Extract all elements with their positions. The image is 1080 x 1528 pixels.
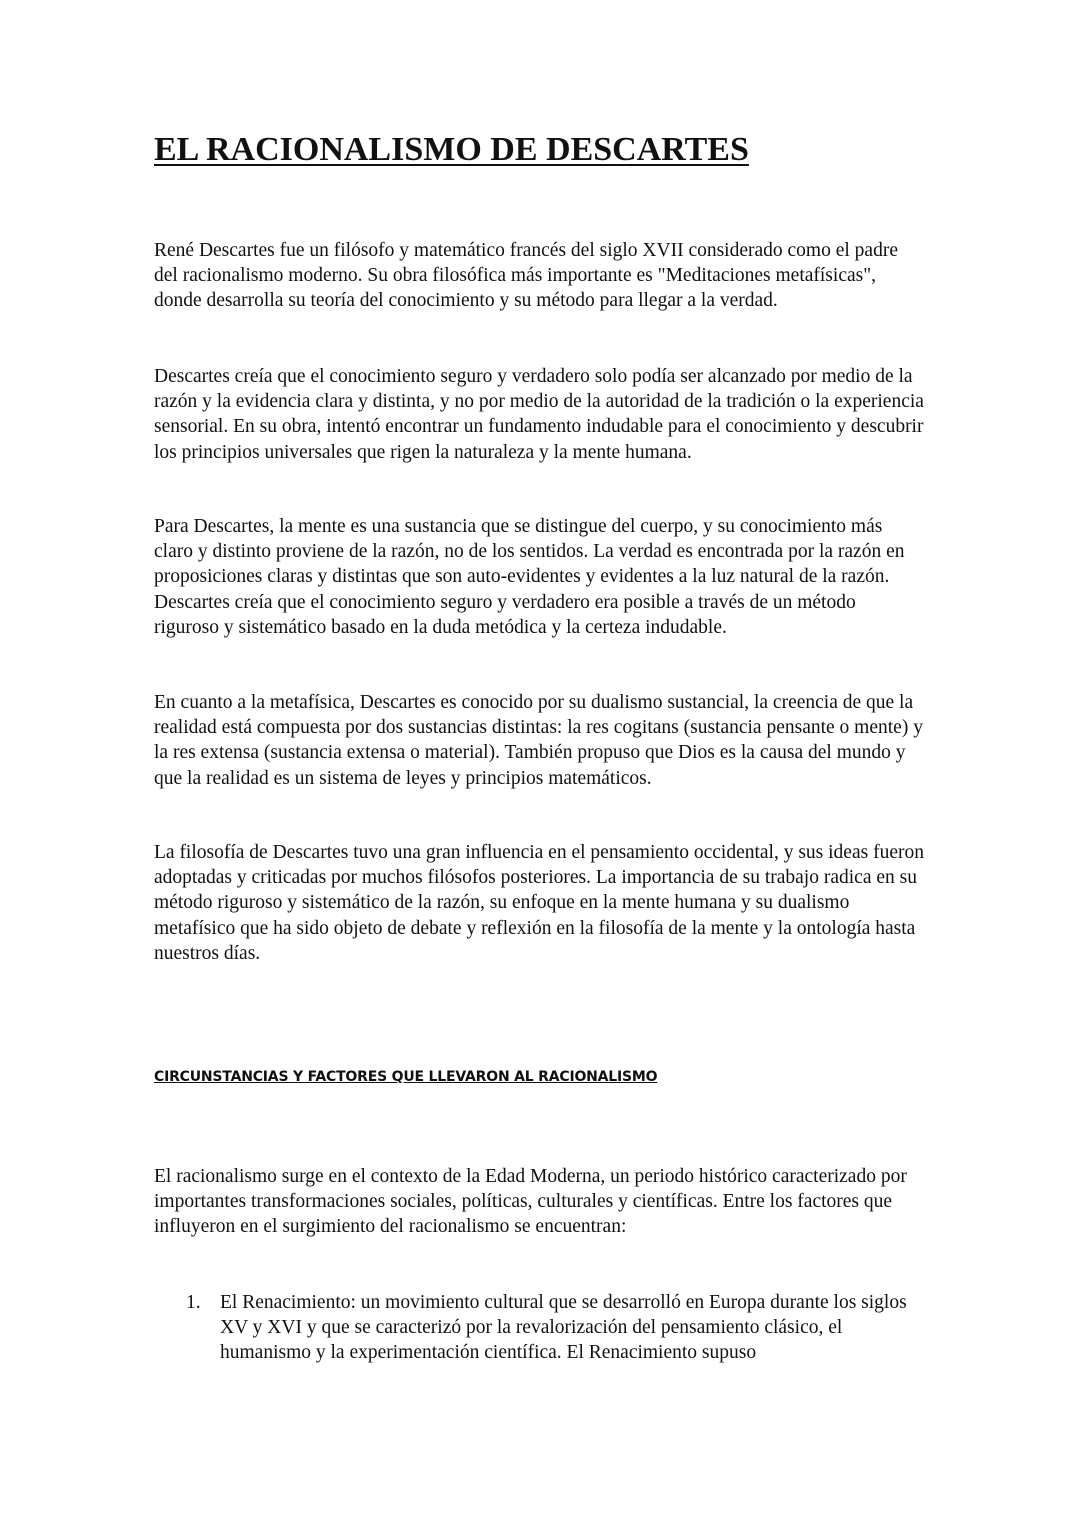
list-item (154, 1290, 924, 1366)
section-intro-paragraph: El racionalismo surge en el contexto de la Edad Moderna, un periodo histórico caracterizado por importantes transformaciones sociales, políticas, culturales y científicas. Entre los factores que influyeron en el surgimiento del racionalismo se encuentran: (154, 1166, 907, 1238)
paragraph-metaphysics: En cuanto a la metafísica, Descartes es conocido por su dualismo sustancial, la creencia de que la realidad está compuesta por dos sustancias distintas: la res cogitans (sustancia pensante o mente) y la res extensa (sustancia extensa o material). También propuso que Dios es la causa del mundo y que la realidad es un sistema de leyes y principios matemáticos. (154, 692, 923, 789)
paragraph-knowledge: Descartes creía que el conocimiento seguro y verdadero solo podía ser alcanzado por medio de la razón y la evidencia clara y distinta, y no por medio de la autoridad de la tradición o la experiencia sensorial. En su obra, intentó encontrar un fundamento indudable para el conocimiento y descubrir los principios universales que rigen la naturaleza y la mente humana. (154, 366, 924, 463)
paragraph-mind: Para Descartes, la mente es una sustancia que se distingue del cuerpo, y su conocimiento más claro y distinto proviene de la razón, no de los sentidos. La verdad es encontrada por la razón en proposiciones claras y distintas que son auto-evidentes y evidentes a la luz natural de la razón. Descartes creía que el conocimiento seguro y verdadero era posible a través de un método riguroso y sistemático basado en la duda metódica y la certeza indudable. (154, 516, 905, 638)
paragraph-intro: René Descartes fue un filósofo y matemático francés del siglo XVII considerado como el padre del racionalismo moderno. Su obra filosófica más importante es "Meditaciones metafísicas", donde desarrolla su teoría del conocimiento y su método para llegar a la verdad. (154, 240, 898, 312)
section-heading: CIRCUNSTANCIAS Y FACTORES QUE LLEVARON AL RACIONALISMO (154, 1069, 658, 1085)
factors-list (154, 1290, 924, 1366)
list-item-number: 1. (186, 1292, 201, 1313)
document-title: EL RACIONALISMO DE DESCARTES (154, 131, 749, 168)
list-item-text: El Renacimiento: un movimiento cultural que se desarrolló en Europa durante los siglos XV y XVI y que se caracterizó por la revalorización del pensamiento clásico, el humanismo y la experimentación científica. El Renacimiento supuso (220, 1292, 907, 1364)
paragraph-influence: La filosofía de Descartes tuvo una gran influencia en el pensamiento occidental, y sus ideas fueron adoptadas y criticadas por muchos filósofos posteriores. La importancia de su trabajo radica en su método riguroso y sistemático de la razón, su enfoque en la mente humana y su dualismo metafísico que ha sido objeto de debate y reflexión en la filosofía de la mente y la ontología hasta nuestros días. (154, 842, 924, 964)
